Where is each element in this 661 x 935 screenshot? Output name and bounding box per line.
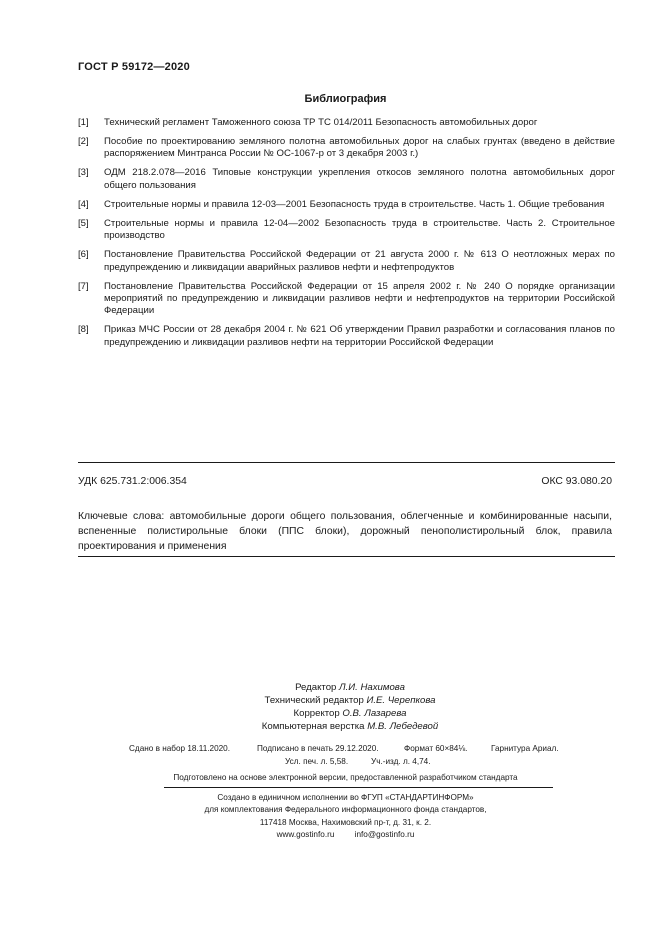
print-sheets: Усл. печ. л. 5,58. [285,757,349,766]
bibliography-item-text: Пособие по проектированию земляного полотна автомобильных дорог на слабых грунтах (введено в действие распоряжением Минтранса России № ОС-1067-р от 3 декабря 2003 г.) [104,136,615,160]
imprint-line: для комплектования Федерального информационного фонда стандартов, [204,805,487,815]
credit-role: Компьютерная верстка [261,721,365,732]
bibliography-item-text: Строительные нормы и правила 12-03—2001 Безопасность труда в строительстве. Часть 1. Общие требования [104,198,605,210]
credit-editor [240,681,460,694]
credit-tech-editor [240,694,460,707]
bibliography-item [78,117,615,129]
bibliography-list [78,117,615,356]
credit-name: Л.И. Нахимова [339,682,405,693]
bibliography-item-text: Постановление Правительства Российской Федерации от 21 августа 2000 г. № 613 О неотложных мерах по предупреждению и ликвидации аварийных разливов нефти и нефтепродуктов [104,249,615,273]
imprint-line: Создано в единичном исполнении во ФГУП «СТАНДАРТИНФОРМ» [217,793,474,802]
credit-name: О.В. Лазарева [342,708,407,719]
credit-role: Редактор [295,682,337,693]
bibliography-item [78,167,615,192]
udc-code: УДК 625.731.2:006.354 [78,476,187,487]
bibliography-item [78,324,615,349]
document-header: ГОСТ Р 59172—2020 [78,61,190,73]
bibliography-item-text: ОДМ 218.2.078—2016 Типовые конструкции укрепления откосов земляного полотна автомобильных дорог общего пользования [104,167,615,191]
oks-code: ОКС 93.080.20 [541,476,612,487]
classification-row [78,476,612,487]
bibliography-item [78,281,615,318]
publisher-sheets: Уч.-изд. л. 4,74. [371,757,431,766]
keywords: Ключевые слова: автомобильные дороги общего пользования, облегченные и комбинированные насыпи, вспененные полистирольные блоки (ППС блоки), дорожный пенополистирольный блок, правила проектирования и применения [78,511,612,552]
imprint [0,792,661,842]
bibliography-item-text: Строительные нормы и правила 12-04—2002 Безопасность труда в строительстве. Часть 2. Строительное производство [104,217,615,242]
bibliography-item [78,249,615,274]
imprint-links [30,829,661,841]
submitted-date: Сдано в набор 18.11.2020. [129,744,231,753]
credit-name: М.В. Лебедевой [367,721,439,732]
email-link[interactable]: info@gostinfo.ru [354,830,415,840]
bibliography-item-number: [6] [78,249,89,261]
credit-layout [240,720,460,733]
bibliography-item-number: [7] [78,280,89,292]
credit-proofreader [240,707,460,720]
bibliography-item-number: [8] [78,324,89,336]
bibliography-item-number: [3] [78,167,89,179]
paper-format: Формат 60×84⅛. [404,744,468,753]
bibliography-item-number: [4] [78,198,89,210]
credit-role: Корректор [293,708,340,719]
bibliography-item-number: [1] [78,117,89,128]
bottom-divider [78,556,615,557]
prepared-note: Подготовлено на основе электронной версии, предоставленной разработчиком стандарта [173,773,518,782]
bibliography-item-text: Технический регламент Таможенного союза ТР ТС 014/2011 Безопасность автомобильных дорог [104,117,538,128]
signed-date: Подписано в печать 29.12.2020. [257,744,379,753]
imprint-address: 117418 Москва, Нахимовский пр-т, д. 31, к. 2. [259,817,432,827]
credit-name: И.Е. Черепкова [366,695,436,706]
bibliography-item-text: Постановление Правительства Российской Федерации от 15 апреля 2002 г. № 240 О порядке организации мероприятий по предупреждению и ликвидации разливов нефти и нефтепродуктов на территории Российской Федерации [104,280,615,317]
typeface: Гарнитура Ариал. [491,744,559,753]
credit-role: Технический редактор [264,695,364,706]
bibliography-item [78,218,615,243]
bibliography-item-number: [2] [78,136,89,147]
bibliography-item [78,199,615,211]
website-link[interactable]: www.gostinfo.ru [276,830,335,840]
imprint-divider [164,787,553,788]
bibliography-item-text: Приказ МЧС России от 28 декабря 2004 г. № 621 Об утверждении Правил разработки и согласования планов по предупреждению и ликвидации разливов нефти на территории Российской Федерации [104,324,615,348]
bibliography-item [78,136,615,161]
top-divider [78,462,615,463]
bibliography-item-number: [5] [78,217,89,229]
bibliography-title: Библиография [304,93,387,105]
editorial-credits [240,681,460,733]
